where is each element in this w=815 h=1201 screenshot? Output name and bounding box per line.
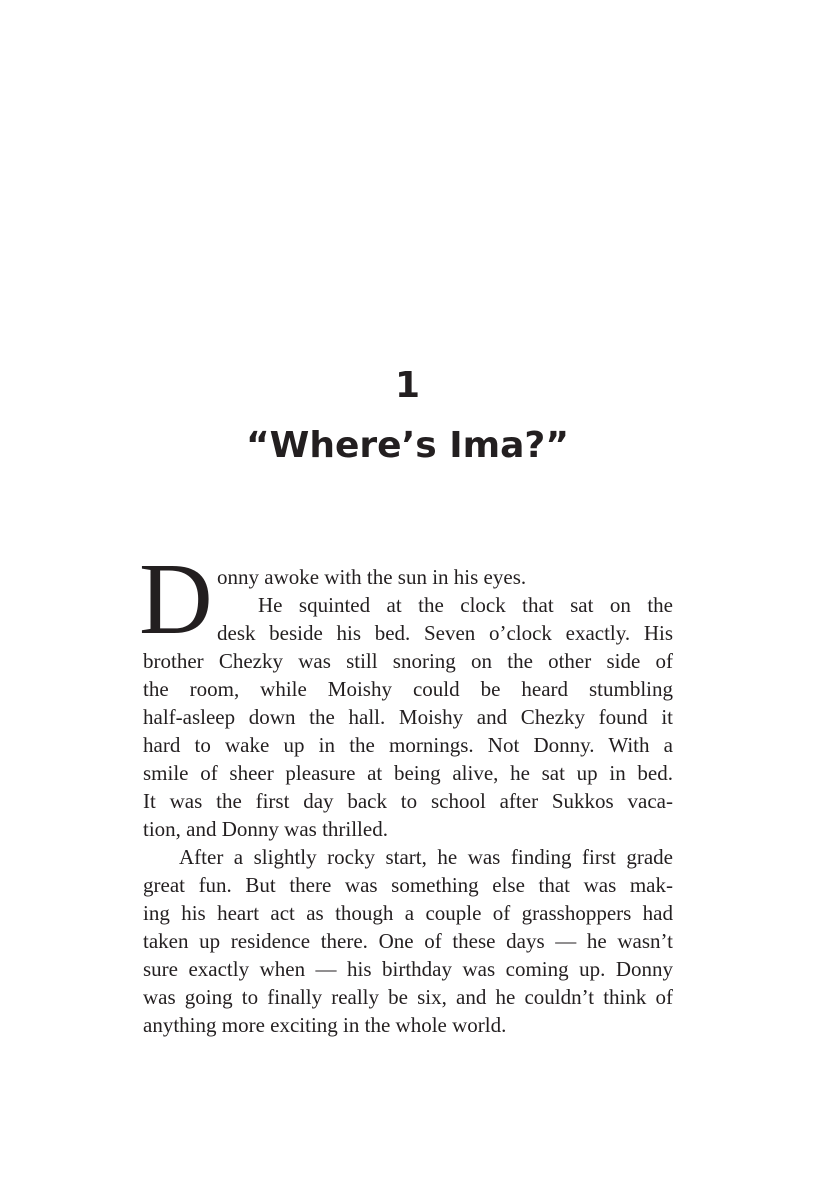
text-line: smile of sheer pleasure at being alive, he sat up in bed. bbox=[143, 761, 673, 785]
drop-cap: D bbox=[139, 543, 213, 656]
text-line: was going to finally really be six, and he couldn’t think of bbox=[143, 985, 673, 1009]
text-line: hard to wake up in the mornings. Not Donny. With a bbox=[143, 733, 673, 757]
text-line: the room, while Moishy could be heard stumbling bbox=[143, 677, 673, 701]
text-line: tion, and Donny was thrilled. bbox=[143, 817, 388, 841]
text-line: ing his heart act as though a couple of grasshoppers had bbox=[143, 901, 673, 925]
text-line: It was the first day back to school after Sukkos vaca- bbox=[143, 789, 673, 813]
chapter-number: 1 bbox=[394, 365, 421, 406]
body-text bbox=[139, 543, 673, 1039]
text-line: taken up residence there. One of these days — he wasn’t bbox=[143, 929, 673, 953]
text-line: half-asleep down the hall. Moishy and Chezky found it bbox=[143, 705, 673, 729]
text-line: great fun. But there was something else that was mak- bbox=[143, 873, 673, 897]
text-line: onny awoke with the sun in his eyes. bbox=[217, 565, 527, 589]
chapter-title: “Where’s Ima?” bbox=[246, 425, 569, 466]
text-line: sure exactly when — his birthday was coming up. Donny bbox=[143, 957, 673, 981]
text-line: He squinted at the clock that sat on the bbox=[258, 593, 673, 617]
text-line: desk beside his bed. Seven o’clock exactly. His bbox=[217, 621, 673, 645]
text-line: After a slightly rocky start, he was finding first grade bbox=[179, 845, 673, 869]
text-line: anything more exciting in the whole world. bbox=[143, 1013, 507, 1037]
text-line: brother Chezky was still snoring on the other side of bbox=[143, 649, 673, 673]
